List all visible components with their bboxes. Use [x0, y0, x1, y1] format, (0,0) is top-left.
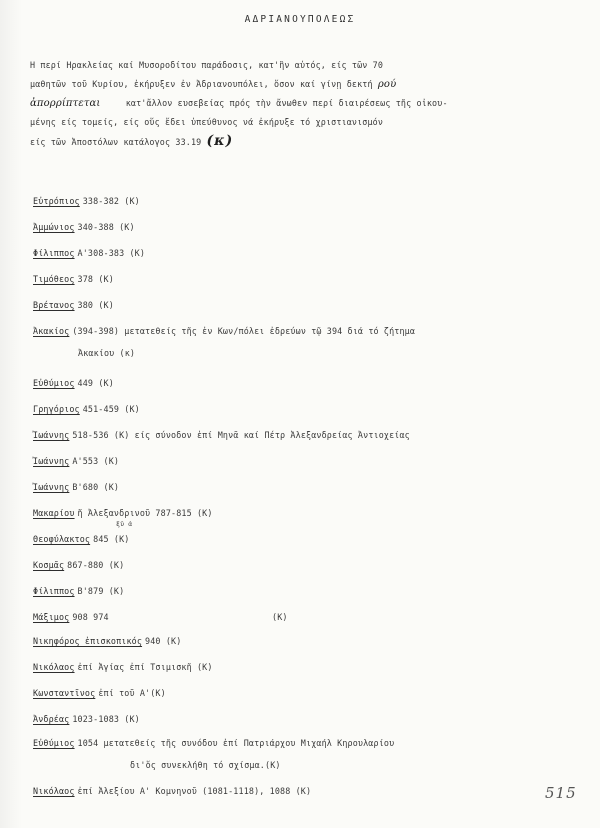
list-item — [33, 534, 129, 545]
entry-continuation — [78, 348, 135, 359]
evthymios-continuation: δι'ὅς συνεκλήθη τό σχίσμα.(Κ) — [130, 760, 281, 770]
entry-details: 1054 μετατεθείς τῆς συνόδου ἐπί Πατριάρχου Μιχαήλ Κηρουλαρίου — [77, 738, 395, 748]
entry-continuation — [130, 760, 281, 771]
list-item — [33, 714, 140, 725]
list-item — [33, 404, 140, 415]
entry-details: ἐπί τοῦ Α'(Κ) — [98, 688, 166, 698]
entry-details: 380 (Κ) — [77, 300, 114, 310]
entry-name: Φίλιππος — [33, 586, 75, 596]
entry-name: Τιμόθεος — [33, 274, 75, 284]
list-item — [33, 612, 109, 623]
list-item — [33, 586, 124, 597]
page-edge-shadow — [0, 0, 22, 828]
document-title: ΑΔΡΙΑΝΟΥΠΟΛΕΩΣ — [244, 14, 356, 25]
entry-details: 451-459 (Κ) — [82, 404, 140, 414]
entry-details: Α'553 (Κ) — [72, 456, 120, 466]
list-item — [33, 196, 140, 207]
list-item — [33, 508, 213, 519]
intro-line-2 — [30, 79, 396, 90]
entry-name: Νικηφόρος ἐπισκοπικός — [33, 636, 143, 646]
list-item — [33, 456, 119, 467]
intro-line-1: Η περί Ηρακλείας καί Μυσοροδίτου παράδοσις, κατ'ἣν αὐτός, είς τῶν 70 — [30, 60, 384, 70]
list-item — [33, 430, 410, 441]
entry-details: Β'680 (Κ) — [72, 482, 120, 492]
entry-details: 378 (Κ) — [77, 274, 114, 284]
handwritten-annotation-2: ἀπορρίπτεται — [30, 98, 101, 109]
entry-details: 845 (Κ) — [93, 534, 130, 544]
entry-name: Ἰωάννης — [33, 430, 70, 440]
intro-line-3 — [30, 98, 448, 109]
entry-name: Ἰωάννης — [33, 482, 70, 492]
intro-line-3-text: κατ'ἄλλον ευσεβείας πρός τὴν ἄνωθεν περί διαιρέσεως τῆς οἰκου- — [125, 98, 448, 108]
entry-name: Ἰωάννης — [33, 456, 70, 466]
list-item — [33, 662, 213, 673]
entry-name: Θεοφύλακτος — [33, 534, 91, 544]
entry-details: 340-388 (Κ) — [77, 222, 135, 232]
akakios-continuation: Ἀκακίου (κ) — [78, 348, 136, 358]
intro-line-5-text: είς τῶν Ἀποστόλων κατάλογος 33.19 — [30, 137, 202, 147]
list-item — [33, 560, 124, 571]
list-item — [33, 688, 166, 699]
entry-superscript-note: ξῦ ἀ — [116, 520, 133, 528]
entry-name: Μακαρίου — [33, 508, 75, 518]
entry-details: (394-398) μετατεθείς τῆς ἐν Κων/πόλει ἐδρεύων τῷ 394 διά τό ζήτημα — [72, 326, 416, 336]
entry-details: 1023-1083 (Κ) — [72, 714, 140, 724]
list-item — [33, 482, 119, 493]
list-item — [33, 300, 114, 311]
entry-details: 867-880 (Κ) — [67, 560, 125, 570]
list-item — [33, 786, 311, 797]
entry-details: ἐπί Ἀλεξίου Α' Κομνηνοῦ (1081-1118), 1088 (Κ) — [77, 786, 312, 796]
intro-line-4: μένης είς τομείς, είς οὕς ἔδει ὑπεύθυνος νά ἐκήρυξε τό χριστιανισμόν — [30, 117, 384, 127]
entry-details: Β'879 (Κ) — [77, 586, 125, 596]
entry-name: Κοσμᾶς — [33, 560, 65, 570]
entry-details: 449 (Κ) — [77, 378, 114, 388]
entry-mark: (Κ) — [272, 612, 288, 622]
entry-name: Κωνσταντῖνος — [33, 688, 96, 698]
list-item — [33, 248, 145, 259]
list-item — [33, 378, 114, 389]
entry-name: Ἀμμώνιος — [33, 222, 75, 232]
entry-details: ἐπί Ἀγίας ἐπί Τσιμισκῆ (Κ) — [77, 662, 213, 672]
entry-name: Ἀκακίος — [33, 326, 70, 336]
entry-details: 518-536 (Κ) είς σύνοδον ἐπί Μηνᾶ καί Πέτρ Ἀλεξανδρείας Ἀντιοχείας — [72, 430, 410, 440]
entry-details: 940 (Κ) — [145, 636, 182, 646]
list-item — [33, 738, 394, 749]
page-number: 515 — [545, 784, 577, 802]
list-item — [33, 222, 135, 233]
entry-name: Βρέτανος — [33, 300, 75, 310]
entry-name: Εὐθύμιος — [33, 378, 75, 388]
intro-bracket-mark: (κ) — [206, 133, 234, 149]
entry-name: Εὐτρόπιος — [33, 196, 80, 206]
entry-name: Ἀνδρέας — [33, 714, 70, 724]
entry-name: Εὐθύμιος — [33, 738, 75, 748]
entry-name: Νικόλαος — [33, 662, 75, 672]
entry-name: Γρηγόριος — [33, 404, 80, 414]
entry-details: 338-382 (Κ) — [82, 196, 140, 206]
entry-name: Φίλιππος — [33, 248, 75, 258]
entry-name: Μάξιμος — [33, 612, 70, 622]
handwritten-annotation-1: ρού — [377, 79, 397, 90]
list-item — [33, 274, 114, 285]
list-item — [33, 636, 181, 647]
entry-details: 908 974 — [72, 612, 109, 622]
entry-name: Νικόλαος — [33, 786, 75, 796]
intro-line-2-text: μαθητῶν τοῦ Κυρίου, ἐκήρυξεν ἐν Ἀδριανουπόλει, ὅσον καί γίνῃ δεκτή — [30, 79, 373, 89]
entry-details: ἤ Ἀλεξανδρινοῦ 787-815 (Κ) — [77, 508, 213, 518]
intro-line-5 — [30, 133, 234, 149]
list-item — [33, 326, 415, 337]
entry-details: Α'308-383 (Κ) — [77, 248, 146, 258]
